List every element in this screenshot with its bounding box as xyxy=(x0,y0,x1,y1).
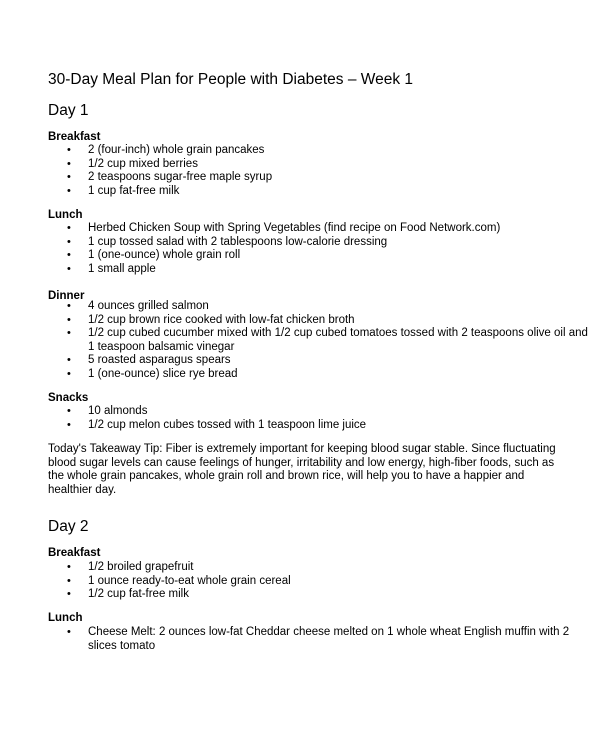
list-item: • 4 ounces grilled salmon xyxy=(0,300,588,314)
day-1-lunch-label: Lunch xyxy=(48,209,83,221)
list-item: • 1 ounce ready-to-eat whole grain cereal xyxy=(0,575,588,589)
day-2-breakfast-label: Breakfast xyxy=(48,547,101,559)
document-title: 30-Day Meal Plan for People with Diabetes – Week 1 xyxy=(48,71,414,88)
list-item: • 1/2 cup mixed berries xyxy=(0,158,588,172)
list-item: • 1 small apple xyxy=(0,263,588,277)
list-item: • 1/2 broiled grapefruit xyxy=(0,561,588,575)
day-1-dinner-label: Dinner xyxy=(48,290,85,302)
list-item: • 1 (one-ounce) slice rye bread xyxy=(0,368,588,382)
list-item: • 5 roasted asparagus spears xyxy=(0,354,588,368)
list-item: • 1/2 cup fat-free milk xyxy=(0,588,588,602)
list-item: • 1 cup fat-free milk xyxy=(0,185,588,199)
list-item: • 1/2 cup cubed cucumber mixed with 1/2 cup cubed tomatoes tossed with 2 teaspoons olive oil and 1 teaspoon balsamic vinegar xyxy=(0,327,588,354)
list-item: • Herbed Chicken Soup with Spring Vegetables (find recipe on Food Network.com) xyxy=(0,222,588,236)
day-1-heading: Day 1 xyxy=(48,102,89,119)
day-1-breakfast-list xyxy=(0,144,600,198)
list-item: • 1 (one-ounce) whole grain roll xyxy=(0,249,588,263)
list-item: • 1 cup tossed salad with 2 tablespoons low-calorie dressing xyxy=(0,236,588,250)
list-item: • 10 almonds xyxy=(0,405,588,419)
day-2-heading: Day 2 xyxy=(48,518,89,535)
list-item: • 2 teaspoons sugar-free maple syrup xyxy=(0,171,588,185)
day-1-dinner-list xyxy=(0,300,600,381)
day-1-breakfast-label: Breakfast xyxy=(48,131,101,143)
list-item: • 1/2 cup brown rice cooked with low-fat chicken broth xyxy=(0,314,588,328)
day-2-lunch-label: Lunch xyxy=(48,612,83,624)
day-1-lunch-list xyxy=(0,222,600,276)
takeaway-tip: Today's Takeaway Tip: Fiber is extremely important for keeping blood sugar stable. Since fluctuating blood sugar levels can cause feelings of hunger, irritability and low energy, high-fiber foods, such as the whole grain pancakes, whole grain roll and brown rice, will help you to have a happier and healthier day. xyxy=(48,443,556,496)
list-item: • 1/2 cup melon cubes tossed with 1 teaspoon lime juice xyxy=(0,419,588,433)
list-item: • 2 (four-inch) whole grain pancakes xyxy=(0,144,588,158)
day-1-snacks-list xyxy=(0,405,600,432)
day-2-breakfast-list xyxy=(0,561,600,602)
list-item: • Cheese Melt: 2 ounces low-fat Cheddar cheese melted on 1 whole wheat English muffin with 2 slices tomato xyxy=(0,626,588,653)
day-2-lunch-list xyxy=(0,626,600,653)
day-1-snacks-label: Snacks xyxy=(48,392,89,404)
